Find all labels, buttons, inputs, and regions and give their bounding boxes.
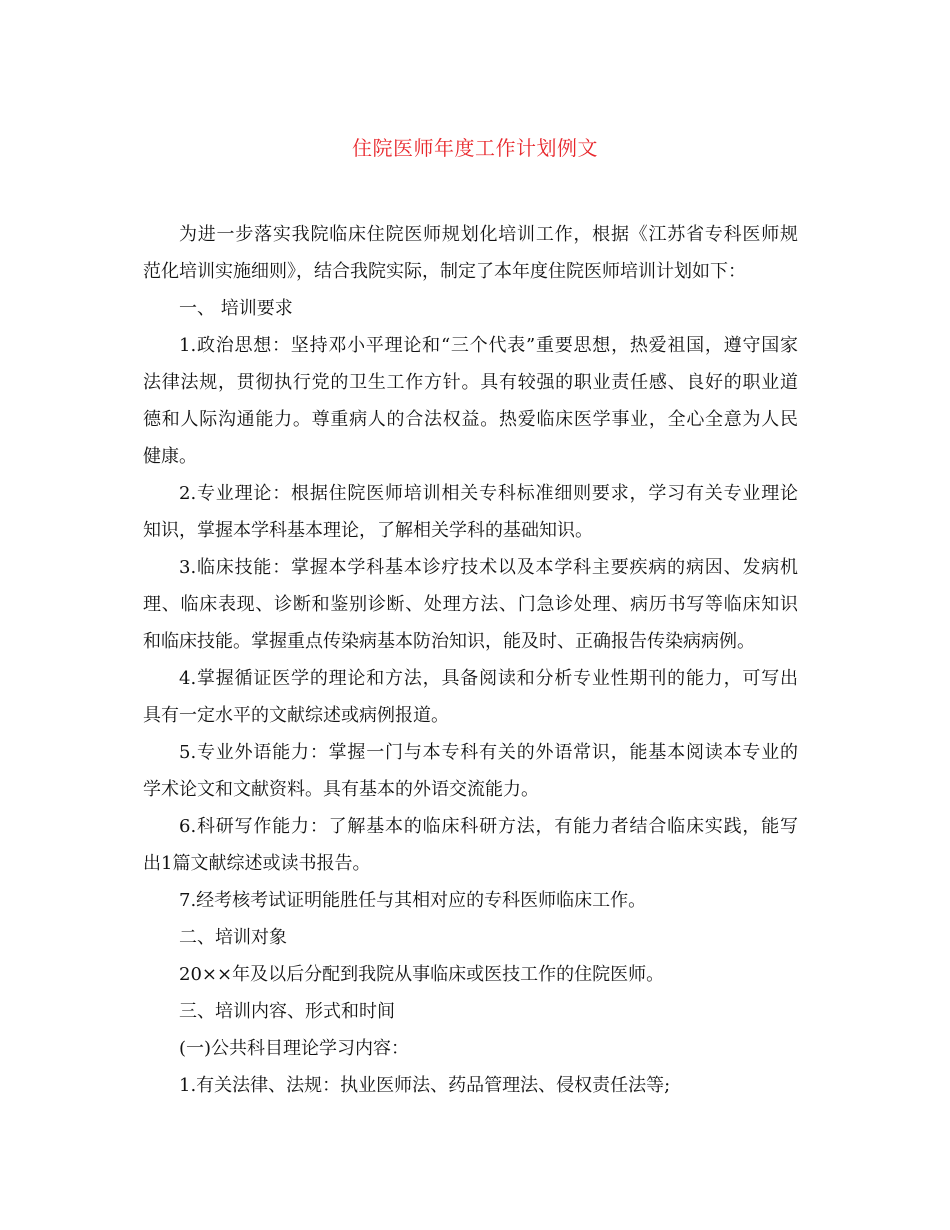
paragraph <box>143 549 798 660</box>
paragraph-line: 5.专业外语能力：掌握一门与本专科有关的外语常识，能基本阅读本专业的 <box>179 742 798 763</box>
document-title: 住院医师年度工作计划例文 <box>352 136 598 160</box>
paragraph-line: 二、培训对象 <box>179 927 287 948</box>
paragraph-line: 20××年及以后分配到我院从事临床或医技工作的住院医师。 <box>179 964 665 985</box>
paragraph <box>143 734 798 808</box>
paragraph-line: 和临床技能。掌握重点传染病基本防治知识，能及时、正确报告传染病病例。 <box>143 631 755 652</box>
paragraph-line: 3.临床技能：掌握本学科基本诊疗技术以及本学科主要疾病的病因、发病机 <box>179 557 798 578</box>
paragraph-line: 健康。 <box>143 446 197 467</box>
paragraph-line: 4.掌握循证医学的理论和方法，具备阅读和分析专业性期刊的能力，可写出 <box>179 668 798 689</box>
paragraph <box>143 882 798 919</box>
paragraph <box>143 1030 798 1067</box>
paragraph-line: 一、 培训要求 <box>179 298 293 319</box>
paragraph <box>143 956 798 993</box>
paragraph-line: 1.政治思想：坚持邓小平理论和“三个代表”重要思想，热爱祖国，遵守国家 <box>179 335 798 356</box>
paragraph-line: 为进一步落实我院临床住院医师规划化培训工作，根据《江苏省专科医师规 <box>179 224 798 245</box>
paragraph-line: 法律法规，贯彻执行党的卫生工作方针。具有较强的职业责任感、良好的职业道 <box>143 372 798 393</box>
paragraph-line: 知识，掌握本学科基本理论，了解相关学科的基础知识。 <box>143 520 593 541</box>
paragraph <box>143 993 798 1030</box>
paragraph-line: 具有一定水平的文献综述或病例报道。 <box>143 705 449 726</box>
paragraph-line: 出1篇文献综述或读书报告。 <box>143 853 371 874</box>
paragraph-line: 理、临床表现、诊断和鉴别诊断、处理方法、门急诊处理、病历书写等临床知识 <box>143 594 798 615</box>
paragraph <box>143 290 798 327</box>
paragraph <box>143 1067 798 1104</box>
paragraph <box>143 808 798 882</box>
paragraph-line: 2.专业理论：根据住院医师培训相关专科标准细则要求，学习有关专业理论 <box>179 483 798 504</box>
paragraph <box>143 919 798 956</box>
paragraph-line: 7.经考核考试证明能胜任与其相对应的专科医师临床工作。 <box>179 890 647 911</box>
paragraph-line: 德和人际沟通能力。尊重病人的合法权益。热爱临床医学事业，全心全意为人民 <box>143 409 798 430</box>
paragraph-line: 1.有关法律、法规：执业医师法、药品管理法、侵权责任法等; <box>179 1075 671 1096</box>
paragraph-line: 范化培训实施细则》，结合我院实际，制定了本年度住院医师培训计划如下： <box>143 261 746 282</box>
paragraph <box>143 475 798 549</box>
paragraph-line: 学术论文和文献资料。具有基本的外语交流能力。 <box>143 779 539 800</box>
document-body <box>143 216 798 1104</box>
paragraph-line: (一)公共科目理论学习内容： <box>179 1038 410 1059</box>
paragraph <box>143 327 798 475</box>
paragraph <box>143 660 798 734</box>
paragraph-line: 6.科研写作能力：了解基本的临床科研方法，有能力者结合临床实践，能写 <box>179 816 798 837</box>
paragraph <box>143 216 798 290</box>
paragraph-line: 三、培训内容、形式和时间 <box>179 1001 395 1022</box>
